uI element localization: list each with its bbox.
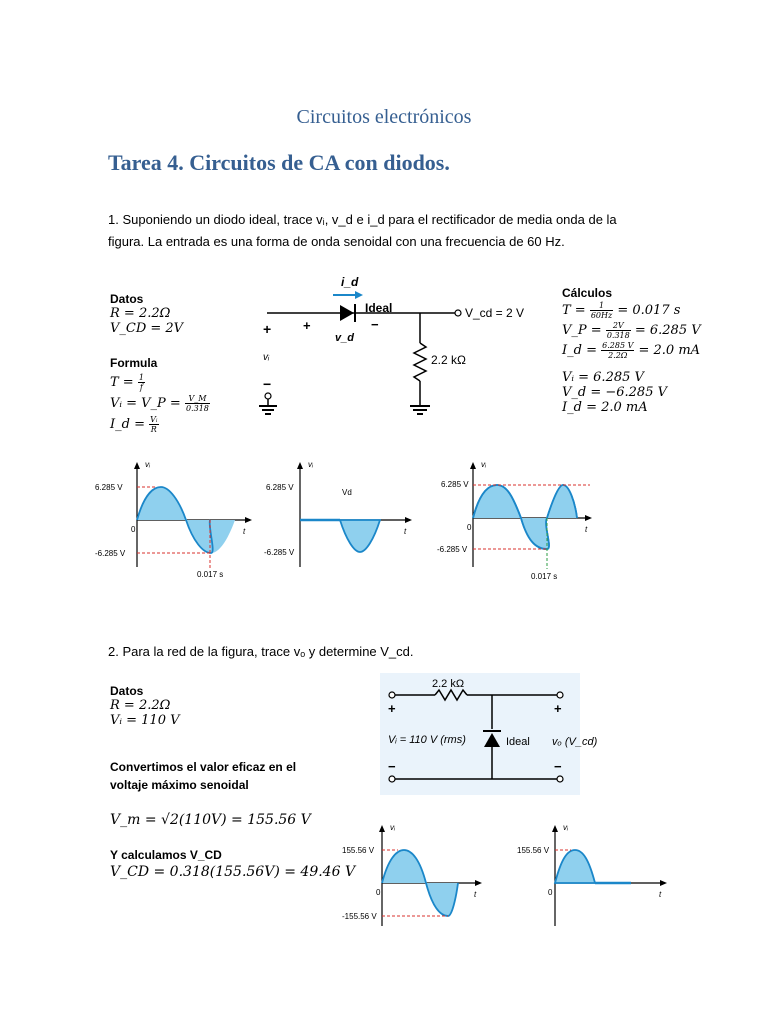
problem1-line2: figura. La entrada es una forma de onda senoidal con una frecuencia de 60 Hz. <box>108 234 565 249</box>
in-plus: + <box>388 701 396 716</box>
calc-v-rhs: = 6.285 V <box>634 323 701 338</box>
formula-label: Formula <box>110 356 158 370</box>
calc-vcd-label: Y calculamos V_CD <box>110 848 222 862</box>
negative-half-wave <box>340 520 380 552</box>
out-plus: + <box>554 701 562 716</box>
problem1-circuit <box>255 268 535 428</box>
problem1-text <box>108 209 668 253</box>
problem2-circuit <box>380 673 598 795</box>
calc-t-den: 60Hz <box>590 311 613 320</box>
formula-t-num: 1 <box>138 373 144 382</box>
calc-v-den: 0.318 <box>606 331 630 340</box>
pos-label: 155.56 V <box>342 846 375 855</box>
document-heading: Circuitos electrónicos <box>296 106 472 128</box>
document-subheading: Tarea 4. Circuitos de CA con diodos. <box>108 150 450 175</box>
p1-graph-vd <box>262 457 422 582</box>
calc-i <box>562 341 701 360</box>
vcd-equation: V_CD = 0.318(155.56V) = 49.46 V <box>110 864 356 880</box>
resistor-symbol <box>414 343 426 381</box>
neg-label: -6.285 V <box>95 549 126 558</box>
formula-v-lhs: Vᵢ = V_P = <box>110 396 181 411</box>
calc-i-rhs: = 2.0 mA <box>638 343 701 358</box>
diode-label: Ideal <box>365 301 393 315</box>
result-vi: Vᵢ = 6.285 V <box>562 370 644 385</box>
formula-t-den: f <box>139 383 143 392</box>
datos2-vi: Vᵢ = 110 V <box>110 713 180 728</box>
p1-graph-vi-2 <box>435 457 600 587</box>
pos-label: 6.285 V <box>266 483 294 492</box>
axis-x-label: t <box>404 527 407 536</box>
axis-y-label: vᵢ <box>145 460 150 469</box>
resistor-label: 2.2 kΩ <box>432 678 465 690</box>
out-minus: − <box>554 759 562 774</box>
diode-label: Ideal <box>506 736 530 748</box>
vi-label: vᵢ <box>263 352 270 363</box>
axis-y-label: vᵢ <box>390 823 395 832</box>
calc-v-lhs: V_P = <box>562 323 602 338</box>
formula-i <box>110 415 210 434</box>
axis-y-label: vᵢ <box>563 823 568 832</box>
problem1-datos <box>110 292 183 336</box>
vd-label: v_d <box>335 332 354 344</box>
in-minus: − <box>388 759 396 774</box>
axis-y-label: vᵢ <box>481 460 486 469</box>
vo-label: vₒ (V_cd) <box>552 736 598 748</box>
problem2-datos <box>110 684 180 728</box>
pos-label: 155.56 V <box>517 846 550 855</box>
vm-equation: V_m = √2(110V) = 155.56 V <box>110 812 311 828</box>
diode-minus: − <box>371 317 379 332</box>
datos2-label: Datos <box>110 684 144 698</box>
calc-i-lhs: I_d = <box>562 343 597 358</box>
problem1-formulas <box>110 356 210 434</box>
datos-r: R = 2.2Ω <box>110 306 171 321</box>
problem1-calculos <box>562 286 701 415</box>
formula-v-den: 0.318 <box>185 404 209 413</box>
calc-t-lhs: T = <box>562 303 586 318</box>
inner-label: Vd <box>342 488 352 497</box>
calc-t-rhs: = 0.017 s <box>617 303 681 318</box>
p1-graph-vi <box>95 457 260 582</box>
diode-symbol <box>340 305 354 321</box>
calc-t-num: 1 <box>590 301 613 311</box>
calc-i-den: 2.2Ω <box>608 351 628 360</box>
pos-label: 6.285 V <box>95 483 123 492</box>
p2-graph-vo <box>515 820 675 930</box>
datos-vcd: V_CD = 2V <box>110 321 184 336</box>
current-label: i_d <box>341 275 359 289</box>
zero-label: 0 <box>548 888 553 897</box>
calc-i-num: 6.285 V <box>602 341 634 350</box>
neg-label: -155.56 V <box>342 912 377 921</box>
formula-i-num: Vᵢ <box>150 415 158 424</box>
problem2-note <box>110 758 296 794</box>
problem2-text: 2. Para la red de la figura, trace vₒ y determine V_cd. <box>108 644 414 659</box>
zero-label: 0 <box>376 888 381 897</box>
source-minus: − <box>263 376 272 392</box>
period-label: 0.017 s <box>197 570 224 579</box>
datos2-r: R = 2.2Ω <box>110 698 171 713</box>
resistor-label: 2.2 kΩ <box>431 353 466 367</box>
vcd-terminal <box>455 310 461 316</box>
pos-label: 6.285 V <box>441 480 469 489</box>
positive-half-wave <box>555 850 595 883</box>
calc-v-num: 2V <box>606 321 631 331</box>
calc-t <box>562 301 701 320</box>
formula-v <box>110 394 210 413</box>
datos-label: Datos <box>110 292 144 306</box>
sine-wave <box>382 850 458 916</box>
note-line2: voltaje máximo senoidal <box>110 778 249 792</box>
neg-label: -6.285 V <box>264 548 295 557</box>
period-label: 0.017 s <box>531 572 558 581</box>
formula-t-lhs: T = <box>110 375 134 390</box>
vcd-label: V_cd = 2 V <box>465 306 525 320</box>
sine-wave <box>137 487 213 553</box>
formula-v-num: V_M <box>185 394 210 404</box>
diode-plus: + <box>303 318 311 333</box>
calc-v <box>562 321 701 340</box>
vi-label: Vᵢ = 110 V (rms) <box>388 734 466 746</box>
result-id: I_d = 2.0 mA <box>562 400 648 415</box>
zero-label: 0 <box>131 525 136 534</box>
axis-x-label: t <box>585 525 588 534</box>
note-line1: Convertimos el valor eficaz en el <box>110 760 297 774</box>
neg-label: -6.285 V <box>437 545 468 554</box>
zero-label: 0 <box>467 523 472 532</box>
source-plus: + <box>263 321 272 337</box>
axis-y-label: vᵢ <box>308 460 313 469</box>
result-vd: V_d = −6.285 V <box>562 385 667 400</box>
axis-x-label: t <box>474 890 477 899</box>
formula-i-den: R <box>150 425 157 434</box>
formula-i-lhs: I_d = <box>110 417 145 432</box>
calculos-label: Cálculos <box>562 286 613 300</box>
problem1-line1: 1. Suponiendo un diodo ideal, trace vᵢ, v_d e i_d para el rectificador de media onda de la <box>108 212 617 227</box>
p2-graph-vi <box>340 820 490 930</box>
axis-x-label: t <box>243 527 246 536</box>
axis-x-label: t <box>659 890 662 899</box>
formula-t <box>110 373 210 392</box>
